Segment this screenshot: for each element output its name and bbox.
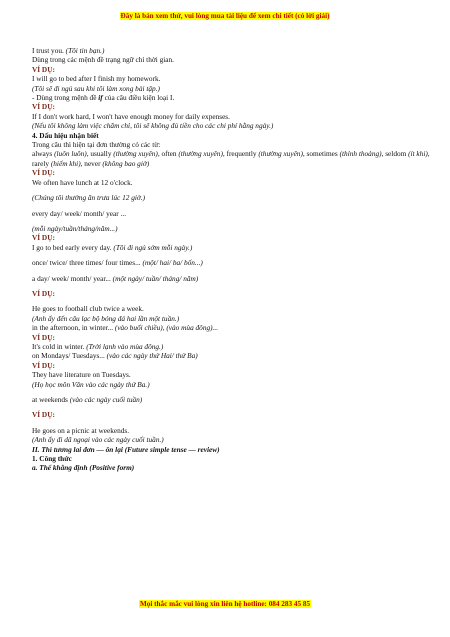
text-line: I will go to bed after I finish my homework.	[32, 74, 161, 84]
text-line: It's cold in winter. (Trời lạnh vào mùa đông.)	[32, 341, 164, 351]
preview-banner-text: Đây là bản xem thử, vui lòng mua tài liệu để xem chi tiết (có lời giải)	[120, 12, 330, 20]
text-line: If I don't work hard, I won't have enough money for daily expenses.	[32, 111, 230, 121]
translation-line: (mỗi ngày/tuần/tháng/năm...)	[32, 223, 118, 233]
text-line: We often have lunch at 12 o'clock.	[32, 177, 133, 187]
example-label: VÍ DỤ:	[32, 64, 55, 74]
frequency-words: always (luôn luôn), usually (thường xuyên), often (thường xuyên), frequently (thường xuyên), sometimes (thỉnh thoảng), seldom (ít khi), rarely (hiếm khi), never (không bao giờ)	[32, 149, 430, 168]
text-line: I trust you. (Tôi tin bạn.)	[32, 46, 105, 55]
section-heading: 4. Dấu hiệu nhận biết	[32, 130, 99, 140]
subsection-heading: 1. Công thức	[32, 454, 72, 464]
example-label: VÍ DỤ:	[32, 332, 55, 342]
text-line: every day/ week/ month/ year ...	[32, 208, 127, 218]
example-label: VÍ DỤ:	[32, 410, 55, 420]
preview-banner	[0, 12, 450, 20]
text-line: They have literature on Tuesdays.	[32, 370, 131, 380]
text-line: a day/ week/ month/ year... (một ngày/ tuần/ tháng/ năm)	[32, 273, 199, 283]
translation-line: (Họ học môn Văn vào các ngày thứ Ba.)	[32, 379, 150, 389]
text-line: Trong câu thì hiện tại đơn thường có các từ:	[32, 140, 161, 150]
text-line: on Mondays/ Tuesdays... (vào các ngày thứ Hai/ thứ Ba)	[32, 351, 198, 361]
text-line: He goes on a picnic at weekends.	[32, 425, 130, 435]
example-label: VÍ DỤ:	[32, 288, 55, 298]
text-line: I go to bed early every day. (Tôi đi ngủ sớm mỗi ngày.)	[32, 242, 193, 252]
translation-line: (Tôi sẽ đi ngủ sau khi tôi làm xong bài tập.)	[32, 83, 160, 93]
example-label: VÍ DỤ:	[32, 168, 55, 178]
example-label: VÍ DỤ:	[32, 233, 55, 243]
hotline-footer	[0, 600, 450, 608]
text-line: He goes to football club twice a week.	[32, 304, 144, 314]
text-line: - Dùng trong mệnh đề if của câu điều kiện loại I.	[32, 93, 175, 103]
example-label: VÍ DỤ:	[32, 360, 55, 370]
document-body	[32, 46, 432, 473]
text-line: in the afternoon, in winter... (vào buổi chiều), (vào mùa đông)...	[32, 323, 219, 333]
example-label: VÍ DỤ:	[32, 102, 55, 112]
translation-line: (Anh ấy đến câu lạc bộ bóng đá hai lần một tuần.)	[32, 313, 180, 323]
section-heading: II. Thì tương lai đơn — ôn lại (Future simple tense — review)	[32, 444, 220, 454]
hotline-footer-text: Mọi thắc mắc vui lòng xin liên hệ hotline: 084 283 45 85	[139, 600, 311, 608]
translation-line: (Anh ấy đi dã ngoại vào các ngày cuối tuần.)	[32, 435, 164, 445]
translation-line: (Nếu tôi không làm việc chăm chỉ, tôi sẽ không đủ tiền cho các chi phí hằng ngày.)	[32, 121, 274, 131]
text-line: once/ twice/ three times/ four times... (một/ hai/ ba/ bốn...)	[32, 258, 203, 268]
subsection-heading: a. Thể khẳng định (Positive form)	[32, 463, 135, 473]
text-line: at weekends (vào các ngày cuối tuần)	[32, 395, 143, 404]
translation-line: (Chúng tôi thường ăn trưa lúc 12 giờ.)	[32, 193, 146, 203]
text-line: Dùng trong các mệnh đề trạng ngữ chỉ thời gian.	[32, 55, 174, 65]
